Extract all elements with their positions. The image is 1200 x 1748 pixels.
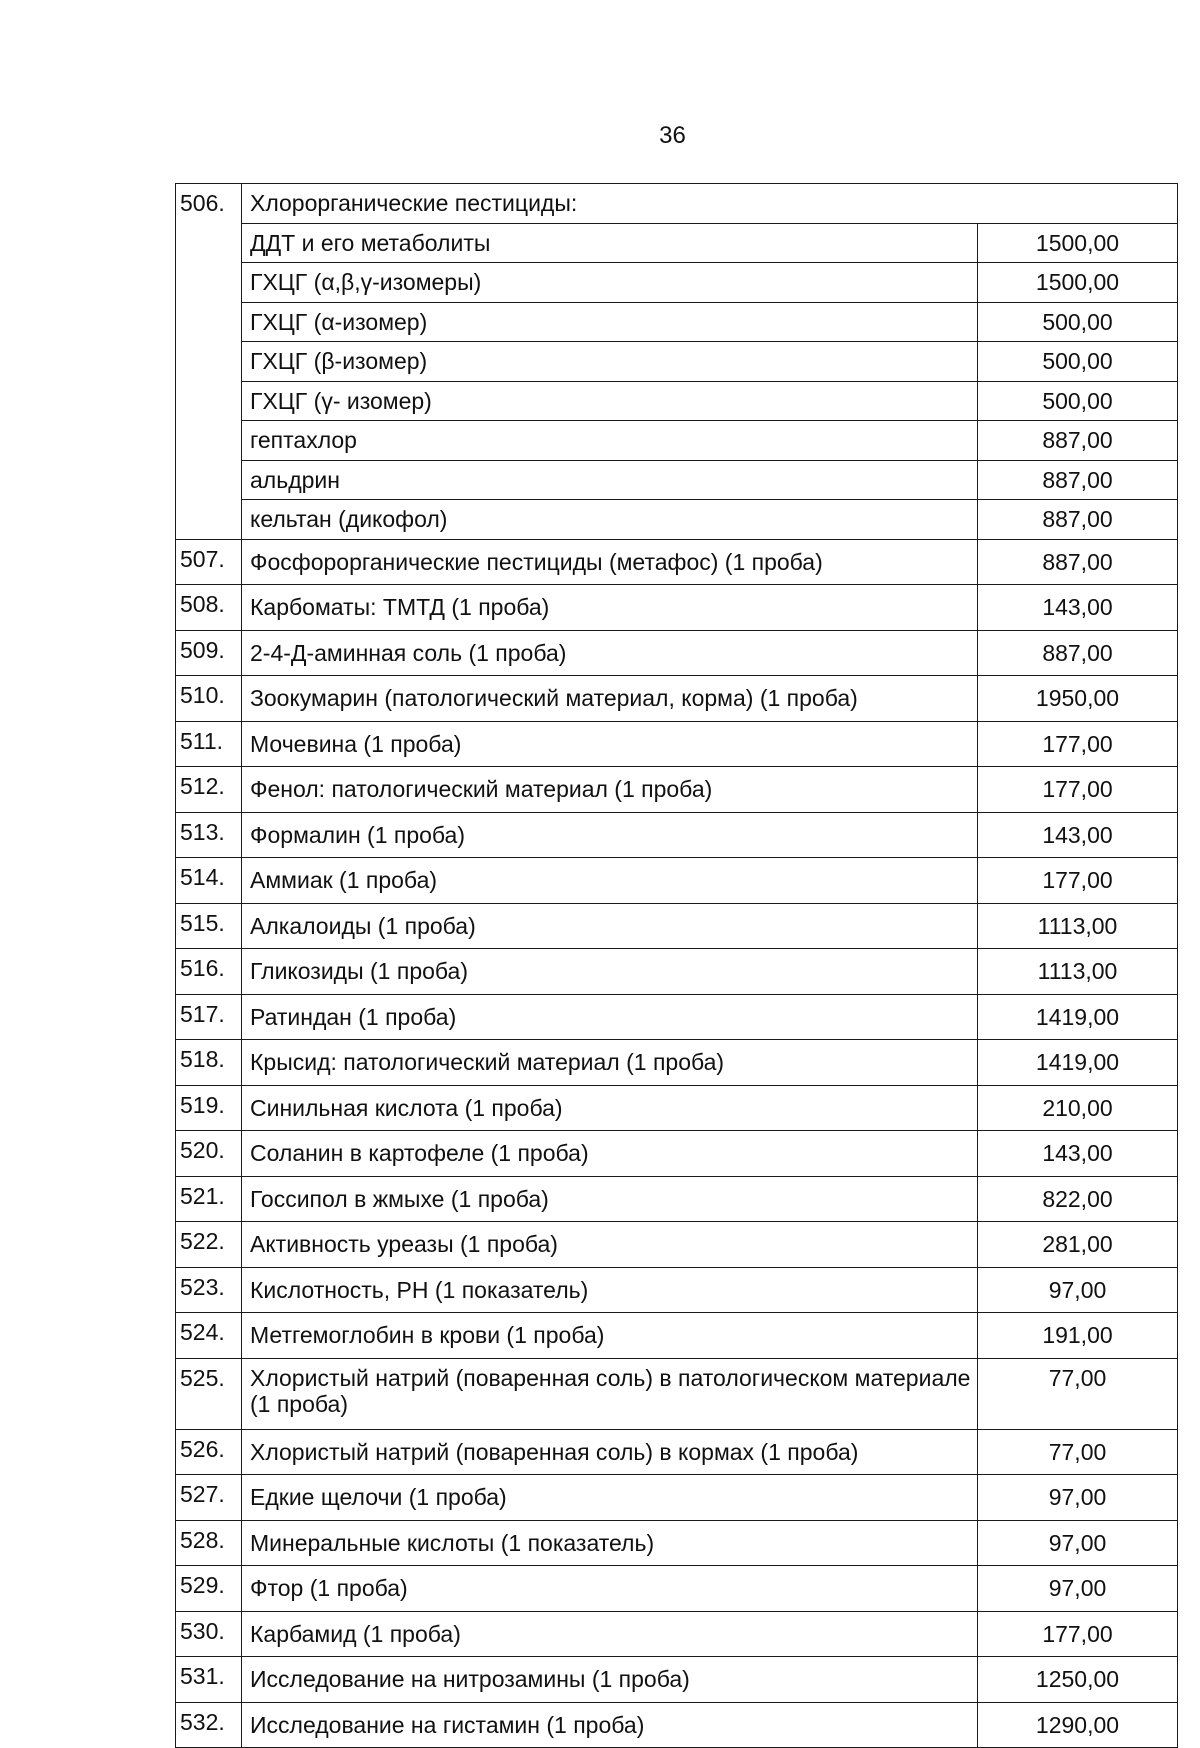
row-number: 520. xyxy=(176,1131,242,1177)
sub-item-price: 500,00 xyxy=(978,302,1178,342)
row-price: 77,00 xyxy=(978,1358,1178,1429)
row-price: 177,00 xyxy=(978,767,1178,813)
row-number: 532. xyxy=(176,1702,242,1748)
group-header-row xyxy=(176,184,1178,224)
row-price: 1113,00 xyxy=(978,903,1178,949)
sub-item-price: 500,00 xyxy=(978,381,1178,421)
table-row xyxy=(176,676,1178,722)
table-row xyxy=(176,630,1178,676)
row-name: Фтор (1 проба) xyxy=(242,1566,978,1612)
table-row xyxy=(176,721,1178,767)
row-name: Фосфорорганические пестициды (метафос) (1 проба) xyxy=(242,539,978,585)
row-name: Карбамид (1 проба) xyxy=(242,1611,978,1657)
row-name: Госсипол в жмыхе (1 проба) xyxy=(242,1176,978,1222)
row-price: 97,00 xyxy=(978,1566,1178,1612)
row-number: 516. xyxy=(176,949,242,995)
row-name: Гликозиды (1 проба) xyxy=(242,949,978,995)
row-number: 527. xyxy=(176,1475,242,1521)
table-row xyxy=(176,1131,1178,1177)
row-name: Синильная кислота (1 проба) xyxy=(242,1085,978,1131)
table-row xyxy=(176,1040,1178,1086)
sub-item-name: ГХЦГ (β-изомер) xyxy=(242,342,978,382)
row-number: 521. xyxy=(176,1176,242,1222)
row-name: Мочевина (1 проба) xyxy=(242,721,978,767)
row-name: 2-4-Д-аминная соль (1 проба) xyxy=(242,630,978,676)
row-price: 143,00 xyxy=(978,585,1178,631)
row-number: 514. xyxy=(176,858,242,904)
row-number: 531. xyxy=(176,1657,242,1703)
table-row xyxy=(176,1267,1178,1313)
page-number: 36 xyxy=(659,122,686,149)
row-number: 529. xyxy=(176,1566,242,1612)
sub-item-row xyxy=(176,342,1178,382)
table-row xyxy=(176,1475,1178,1521)
table-row xyxy=(176,949,1178,995)
row-number: 525. xyxy=(176,1358,242,1429)
row-price: 1290,00 xyxy=(978,1702,1178,1748)
table-row xyxy=(176,1429,1178,1475)
row-price: 887,00 xyxy=(978,539,1178,585)
row-name: Карбоматы: ТМТД (1 проба) xyxy=(242,585,978,631)
sub-item-row xyxy=(176,460,1178,500)
row-name: Крысид: патологический материал (1 проба) xyxy=(242,1040,978,1086)
row-name: Едкие щелочи (1 проба) xyxy=(242,1475,978,1521)
row-number: 530. xyxy=(176,1611,242,1657)
row-number: 517. xyxy=(176,994,242,1040)
row-price: 97,00 xyxy=(978,1475,1178,1521)
table-row xyxy=(176,585,1178,631)
row-number: 512. xyxy=(176,767,242,813)
row-number: 513. xyxy=(176,812,242,858)
sub-item-name: ГХЦГ (α,β,γ-изомеры) xyxy=(242,263,978,303)
row-price: 1113,00 xyxy=(978,949,1178,995)
sub-item-name: ГХЦГ (γ- изомер) xyxy=(242,381,978,421)
sub-item-row xyxy=(176,500,1178,540)
sub-item-row xyxy=(176,381,1178,421)
sub-item-price: 1500,00 xyxy=(978,263,1178,303)
group-title: Хлорорганические пестициды: xyxy=(242,184,1178,224)
row-number: 519. xyxy=(176,1085,242,1131)
price-table xyxy=(175,183,1178,1748)
sub-item-row xyxy=(176,421,1178,461)
row-price: 77,00 xyxy=(978,1429,1178,1475)
sub-item-price: 1500,00 xyxy=(978,223,1178,263)
table-row xyxy=(176,1222,1178,1268)
table-row xyxy=(176,1520,1178,1566)
sub-item-name: ДДТ и его метаболиты xyxy=(242,223,978,263)
table-row xyxy=(176,1358,1178,1429)
row-number: 511. xyxy=(176,721,242,767)
row-name: Хлористый натрий (поваренная соль) в патологическом материале (1 проба) xyxy=(242,1358,978,1429)
row-number: 522. xyxy=(176,1222,242,1268)
row-price: 1419,00 xyxy=(978,1040,1178,1086)
table-body xyxy=(176,184,1178,1748)
row-price: 97,00 xyxy=(978,1267,1178,1313)
row-name: Соланин в картофеле (1 проба) xyxy=(242,1131,978,1177)
row-price: 191,00 xyxy=(978,1313,1178,1359)
row-price: 177,00 xyxy=(978,1611,1178,1657)
row-number: 508. xyxy=(176,585,242,631)
row-name: Аммиак (1 проба) xyxy=(242,858,978,904)
table-row xyxy=(176,812,1178,858)
row-name: Хлористый натрий (поваренная соль) в кормах (1 проба) xyxy=(242,1429,978,1475)
table-row xyxy=(176,539,1178,585)
row-price: 822,00 xyxy=(978,1176,1178,1222)
row-name: Алкалоиды (1 проба) xyxy=(242,903,978,949)
row-price: 281,00 xyxy=(978,1222,1178,1268)
sub-item-price: 887,00 xyxy=(978,421,1178,461)
row-number: 510. xyxy=(176,676,242,722)
row-price: 1419,00 xyxy=(978,994,1178,1040)
table-row xyxy=(176,1566,1178,1612)
row-number: 528. xyxy=(176,1520,242,1566)
row-name: Ратиндан (1 проба) xyxy=(242,994,978,1040)
table-row xyxy=(176,767,1178,813)
row-price: 1250,00 xyxy=(978,1657,1178,1703)
table-row xyxy=(176,1611,1178,1657)
row-name: Кислотность, РН (1 показатель) xyxy=(242,1267,978,1313)
table-row xyxy=(176,1176,1178,1222)
sub-item-price: 500,00 xyxy=(978,342,1178,382)
sub-item-name: ГХЦГ (α-изомер) xyxy=(242,302,978,342)
row-name: Формалин (1 проба) xyxy=(242,812,978,858)
row-price: 210,00 xyxy=(978,1085,1178,1131)
row-price: 887,00 xyxy=(978,630,1178,676)
row-price: 177,00 xyxy=(978,858,1178,904)
row-name: Минеральные кислоты (1 показатель) xyxy=(242,1520,978,1566)
sub-item-name: кельтан (дикофол) xyxy=(242,500,978,540)
sub-item-row xyxy=(176,302,1178,342)
row-name: Фенол: патологический материал (1 проба) xyxy=(242,767,978,813)
row-price: 1950,00 xyxy=(978,676,1178,722)
row-name: Исследование на гистамин (1 проба) xyxy=(242,1702,978,1748)
sub-item-name: альдрин xyxy=(242,460,978,500)
table-row xyxy=(176,994,1178,1040)
row-price: 143,00 xyxy=(978,812,1178,858)
row-name: Зоокумарин (патологический материал, корма) (1 проба) xyxy=(242,676,978,722)
row-price: 177,00 xyxy=(978,721,1178,767)
row-number: 507. xyxy=(176,539,242,585)
row-number: 506. xyxy=(176,184,242,540)
row-number: 509. xyxy=(176,630,242,676)
sub-item-name: гептахлор xyxy=(242,421,978,461)
table-row xyxy=(176,1657,1178,1703)
row-number: 524. xyxy=(176,1313,242,1359)
sub-item-row xyxy=(176,263,1178,303)
row-number: 518. xyxy=(176,1040,242,1086)
table-row xyxy=(176,1702,1178,1748)
row-number: 523. xyxy=(176,1267,242,1313)
row-name: Метгемоглобин в крови (1 проба) xyxy=(242,1313,978,1359)
row-number: 515. xyxy=(176,903,242,949)
sub-item-price: 887,00 xyxy=(978,500,1178,540)
row-number: 526. xyxy=(176,1429,242,1475)
table-row xyxy=(176,1313,1178,1359)
table-row xyxy=(176,858,1178,904)
row-name: Исследование на нитрозамины (1 проба) xyxy=(242,1657,978,1703)
sub-item-price: 887,00 xyxy=(978,460,1178,500)
sub-item-row xyxy=(176,223,1178,263)
row-price: 143,00 xyxy=(978,1131,1178,1177)
row-name: Активность уреазы (1 проба) xyxy=(242,1222,978,1268)
table-row xyxy=(176,903,1178,949)
table-row xyxy=(176,1085,1178,1131)
row-price: 97,00 xyxy=(978,1520,1178,1566)
